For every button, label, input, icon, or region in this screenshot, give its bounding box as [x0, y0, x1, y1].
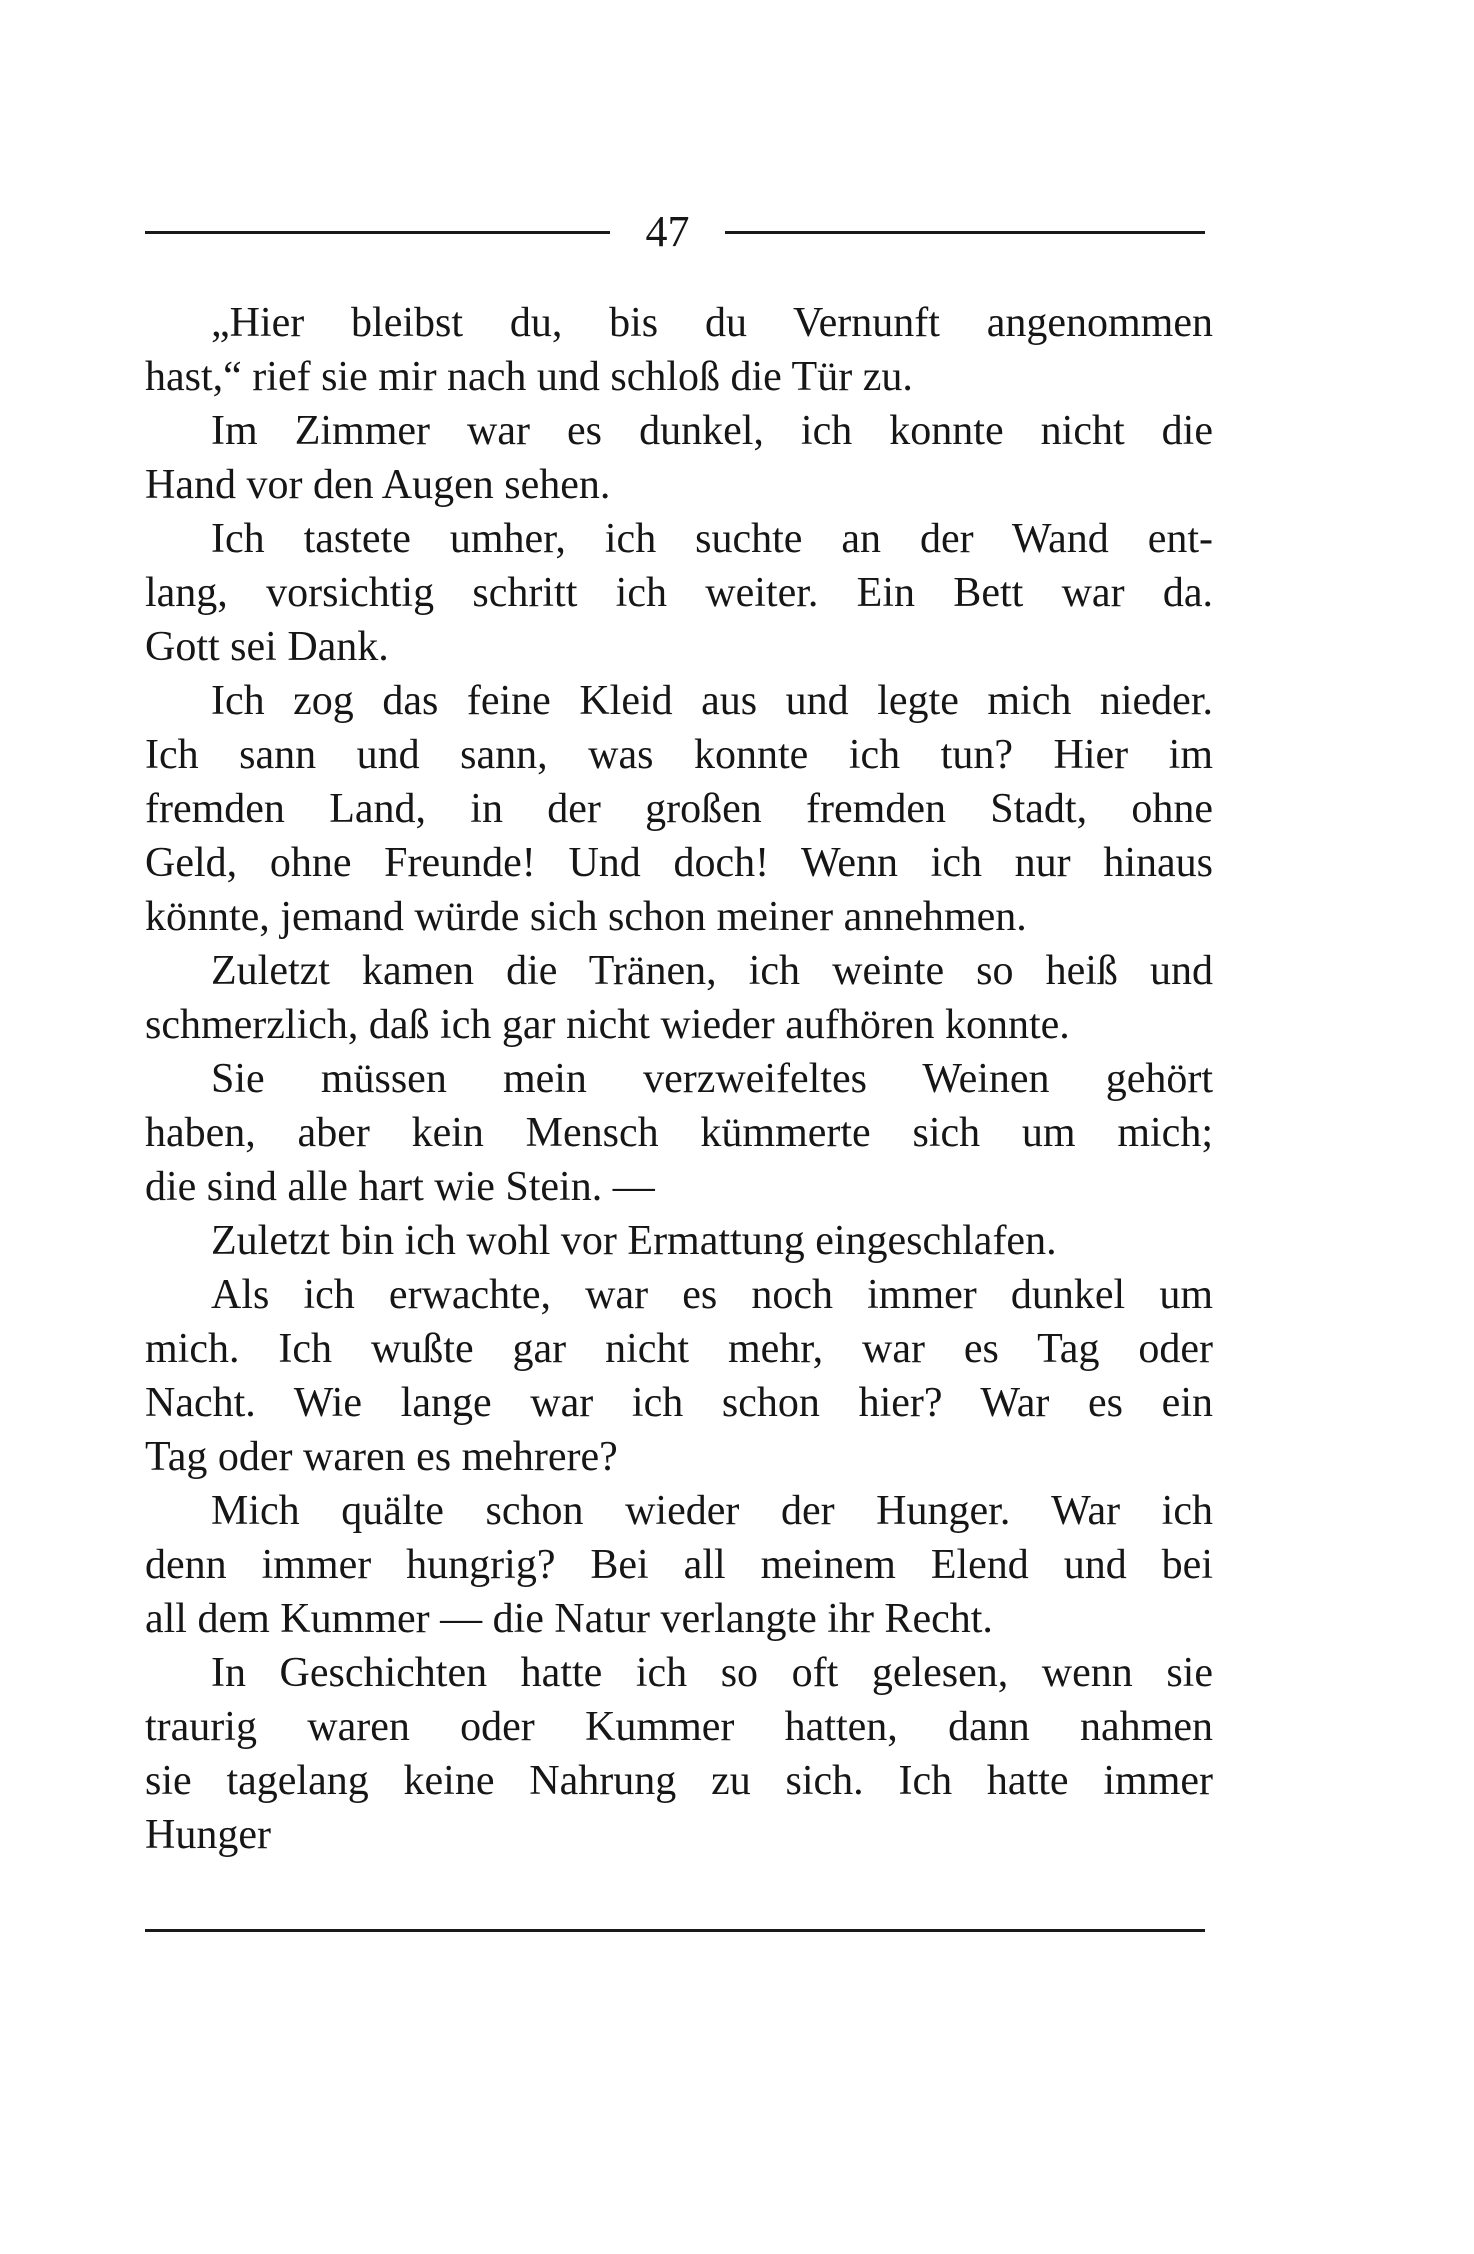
text-line: Mich quälte schon wieder der Hunger. War ich — [211, 1488, 1213, 1534]
text-line: mich. Ich wußte gar nicht mehr, war es Tag oder — [145, 1326, 1213, 1372]
text-line: Hunger — [145, 1812, 271, 1858]
text-line: Nacht. Wie lange war ich schon hier? War es ein — [145, 1380, 1213, 1426]
text-line: Ich sann und sann, was konnte ich tun? Hier im — [145, 732, 1213, 778]
text-line: fremden Land, in der großen fremden Stadt, ohne — [145, 786, 1213, 832]
text-line: Ich tastete umher, ich suchte an der Wand ent- — [211, 516, 1213, 562]
text-line: hast,“ rief sie mir nach und schloß die Tür zu. — [145, 354, 913, 400]
text-line: Hand vor den Augen sehen. — [145, 462, 611, 508]
header-rule-left — [145, 231, 610, 234]
text-line: Zuletzt kamen die Tränen, ich weinte so heiß und — [211, 948, 1213, 994]
text-line: Ich zog das feine Kleid aus und legte mich nieder. — [211, 678, 1213, 724]
text-line: In Geschichten hatte ich so oft gelesen, wenn sie — [211, 1650, 1213, 1696]
text-line: Sie müssen mein verzweifeltes Weinen gehört — [211, 1056, 1213, 1102]
page-header — [145, 200, 1205, 264]
text-line: die sind alle hart wie Stein. — — [145, 1164, 655, 1210]
header-rule-right — [725, 231, 1205, 234]
text-line: schmerzlich, daß ich gar nicht wieder aufhören konnte. — [145, 1002, 1070, 1048]
footer-rule — [145, 1929, 1205, 1932]
text-line: Geld, ohne Freunde! Und doch! Wenn ich nur hinaus — [145, 840, 1213, 886]
text-line: Im Zimmer war es dunkel, ich konnte nicht die — [211, 408, 1213, 454]
text-line: Zuletzt bin ich wohl vor Ermattung eingeschlafen. — [211, 1218, 1057, 1264]
text-line: traurig waren oder Kummer hatten, dann nahmen — [145, 1704, 1213, 1750]
text-line: all dem Kummer — die Natur verlangte ihr Recht. — [145, 1596, 993, 1642]
text-line: „Hier bleibst du, bis du Vernunft angenommen — [211, 300, 1213, 346]
text-line: lang, vorsichtig schritt ich weiter. Ein Bett war da. — [145, 570, 1213, 616]
text-line: denn immer hungrig? Bei all meinem Elend und bei — [145, 1542, 1213, 1588]
text-line: könnte, jemand würde sich schon meiner annehmen. — [145, 894, 1027, 940]
text-line: Gott sei Dank. — [145, 624, 389, 670]
text-line: Als ich erwachte, war es noch immer dunkel um — [211, 1272, 1213, 1318]
page-number: 47 — [645, 207, 690, 256]
text-line: haben, aber kein Mensch kümmerte sich um mich; — [145, 1110, 1213, 1156]
text-line: sie tagelang keine Nahrung zu sich. Ich hatte immer — [145, 1758, 1213, 1804]
text-line: Tag oder waren es mehrere? — [145, 1434, 618, 1480]
body-text — [145, 296, 1213, 1862]
